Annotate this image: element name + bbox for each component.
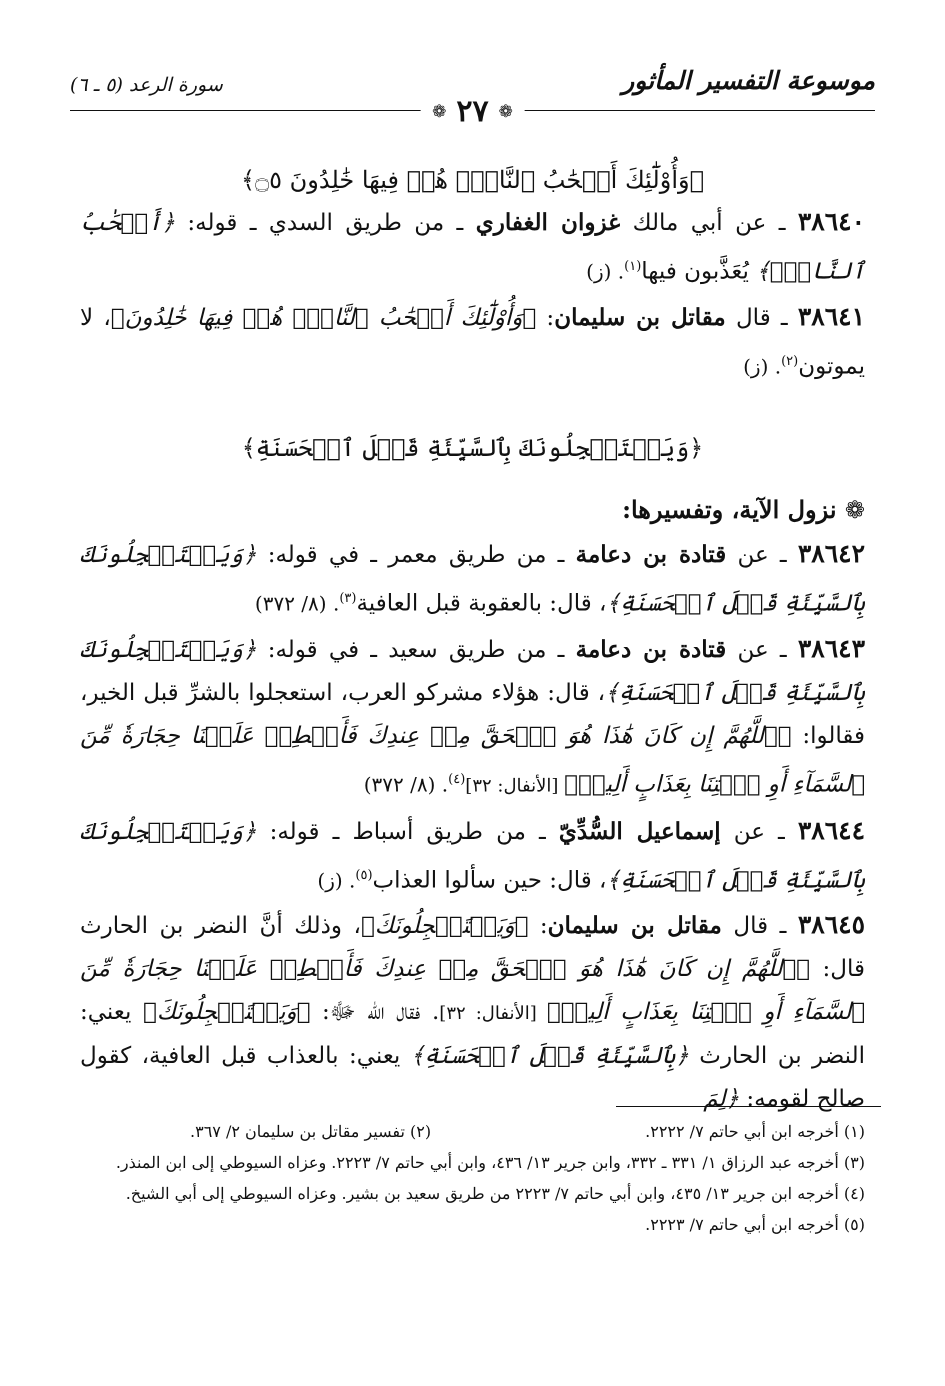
narration-ref: . (ز)	[743, 354, 782, 379]
section-title: نزول الآية، وتفسيرها:	[622, 495, 845, 525]
narration-number: ٣٨٦٤٠	[797, 207, 865, 236]
narration-text: ـ من طريق السدي ـ قوله:	[175, 210, 476, 236]
narrator-name: مقاتل بن سليمان	[554, 303, 726, 331]
narration-text: ، لا يموتون	[80, 304, 865, 380]
narration-text: ، قال: بالعقوبة قبل العافية	[356, 590, 607, 617]
narration-number: ٣٨٦٤١	[797, 301, 866, 331]
narration-text: :	[536, 304, 555, 331]
footnote-marker: (١)	[624, 259, 642, 274]
narration-number: ٣٨٦٤٢	[797, 539, 865, 569]
quran-quote: ﴿وَيَسۡتَعۡجِلُونَكَ﴾	[143, 999, 311, 1026]
narration-38643	[80, 627, 865, 808]
narration-text: ـ قال	[721, 913, 798, 940]
narrator-name: إسماعيل السُّدِّيّ	[558, 817, 721, 845]
narration-ref: . (٨/ ٣٧٢)	[363, 772, 449, 797]
verse-ref: [الأنفال: ٣٢]	[465, 775, 565, 797]
narration-text: ـ عن	[726, 636, 798, 663]
quran-quote: ﴿ٱللَّهُمَّ إِن كَانَ هَٰذَا هُوَ ٱلۡحَقَّ مِنۡ عِندِكَ فَأَمۡطِرۡ عَلَيۡنَا حِجَارَةٗ مِّنَ ٱلسَّمَآءِ أَوِ ٱئۡتِنَا بِعَذَابٍ أَلِيمٖ﴾	[80, 722, 865, 798]
narration-text: ـ من طريق معمر ـ في قوله:	[256, 542, 576, 569]
quran-quote: ﴿أَصۡحَٰبُ ٱلنَّارِۖ﴾	[80, 210, 865, 285]
narration-text: يعني: النضر بن الحارث	[80, 999, 865, 1070]
narration-text: ـ قال	[725, 304, 798, 331]
narration-38645	[80, 903, 865, 1121]
quran-quote: ﴿ٱللَّهُمَّ إِن كَانَ هَٰذَا هُوَ ٱلۡحَقَّ مِنۡ عِندِكَ فَأَمۡطِرۡ عَلَيۡنَا حِجَارَةٗ مِّنَ ٱلسَّمَآءِ أَوِ ٱئۡتِنَا بِعَذَابٍ أَلِيمٖ﴾	[80, 956, 866, 1026]
narration-text: ـ من طريق سعيد ـ في قوله:	[256, 636, 576, 663]
narrator-name: قتادة بن دعامة	[575, 541, 727, 569]
footnote-5: (٥) أخرجه ابن أبي حاتم ٧/ ٢٢٢٣.	[645, 1215, 865, 1234]
section-heading	[80, 488, 865, 532]
narration-number: ٣٨٦٤٥	[797, 910, 866, 940]
footnote-marker: (٥)	[355, 867, 373, 883]
flower-icon: ❁	[844, 496, 865, 525]
footnote-4: (٤) أخرجه ابن جرير ١٣/ ٤٣٥، وابن أبي حاتم ٧/ ٢٢٢٣ من طريق سعيد بن بشير. وعزاه السيوطي إلى أبي الشيخ.	[125, 1184, 865, 1203]
narration-text: ـ عن أبي مالك	[620, 210, 798, 236]
narration-ref: . (ز)	[317, 868, 356, 893]
page-number: ٢٧	[456, 94, 489, 129]
narration-38642	[80, 532, 865, 626]
footnote-1: (١) أخرجه ابن أبي حاتم ٧/ ٢٢٢٢.	[645, 1122, 865, 1141]
footnotes	[80, 1116, 865, 1240]
page-number-box	[420, 94, 525, 129]
quran-quote: ﴿وَأُوْلَٰٓئِكَ أَصۡحَٰبُ ٱلنَّارِۖ هُمۡ فِيهَا خَٰلِدُونَ﴾	[110, 304, 537, 331]
narration-text: . فقال الله ﷻ:	[310, 999, 440, 1026]
footnote-rule	[616, 1106, 881, 1107]
footnote-marker: (٣)	[339, 591, 357, 607]
surah-title: سورة الرعد (٥ ـ ٦)	[70, 74, 223, 96]
narration-number: ٣٨٦٤٣	[797, 633, 865, 663]
footnote-3: (٣) أخرجه عبد الرزاق ١/ ٣٣١ ـ ٣٣٢، وابن جرير ١٣/ ٤٣٦، وابن أبي حاتم ٧/ ٢٢٢٣. وعزاه السيوطي إلى ابن المنذر.	[115, 1153, 865, 1172]
footnote-marker: (٤)	[448, 771, 466, 787]
narrator-name: قتادة بن دعامة	[575, 635, 727, 663]
quran-quote: ﴿وَيَسۡتَعۡجِلُونَكَ بِٱلسَّيِّئَةِ قَبۡلَ ٱلۡحَسَنَةِ﴾	[80, 636, 865, 706]
footnote-row	[80, 1116, 865, 1147]
narration-number: ٣٨٦٤٤	[797, 815, 865, 845]
narration-text: ـ من طريق أسباط ـ قوله:	[256, 818, 559, 845]
narration-text: ـ عن	[720, 818, 798, 845]
quran-quote: ﴿بِٱلسَّيِّئَةِ قَبۡلَ ٱلۡحَسَنَةِ﴾	[410, 1043, 689, 1070]
narration-text: ، قال: حين سألوا العذاب	[372, 867, 607, 894]
verse-heading: ﴿وَأُوْلَٰٓئِكَ أَصۡحَٰبُ ٱلنَّارِۖ هُمۡ فِيهَا خَٰلِدُونَ ۝٥﴾	[241, 166, 704, 194]
verse-heading: ﴿وَيَسۡتَعۡجِلُونَكَ بِٱلسَّيِّئَةِ قَبۡلَ ٱلۡحَسَنَةِ﴾	[241, 434, 704, 463]
page-header	[70, 58, 875, 128]
narration-text: ـ عن	[726, 542, 798, 569]
narration-text: ، وذلك أنَّ النضر بن الحارث قال:	[80, 913, 865, 983]
narration-text: يعني: بالعذاب قبل العافية، كقول صالح لقومه:	[80, 1043, 865, 1113]
narration-ref: . (ز)	[586, 259, 625, 284]
footnote-marker: (٢)	[781, 353, 799, 369]
narration-text: يُعَذَّبون فيها	[641, 258, 757, 285]
quran-quote: ﴿وَيَسۡتَعۡجِلُونَكَ بِٱلسَّيِّئَةِ قَبۡلَ ٱلۡحَسَنَةِ﴾	[80, 542, 865, 617]
narration-text: :	[528, 913, 548, 940]
ornament-icon: ❁	[498, 101, 513, 122]
verse-ref: [الأنفال: ٣٢]	[439, 1003, 547, 1025]
narration-38640	[80, 200, 865, 294]
series-title: موسوعة التفسير المأثور	[622, 66, 875, 95]
ornament-icon: ❁	[432, 101, 447, 122]
narration-38641	[80, 295, 865, 389]
narrator-name: غزوان الغفاري	[475, 209, 621, 236]
narration-ref: . (٨/ ٣٧٢)	[254, 591, 340, 616]
narration-text: ، قال: هؤلاء مشركو العرب، استعجلوا بالشرِّ قبل الخير، فقالوا:	[80, 679, 865, 749]
quran-quote: ﴿وَيَسۡتَعۡجِلُونَكَ بِٱلسَّيِّئَةِ قَبۡلَ ٱلۡحَسَنَةِ﴾	[80, 818, 865, 894]
main-text	[80, 160, 865, 1122]
quran-quote: ﴿لِمَ	[703, 1086, 740, 1113]
footnote-2: (٢) تفسير مقاتل بن سليمان ٢/ ٣٦٧.	[190, 1122, 432, 1141]
quran-quote: ﴿وَيَسۡتَعۡجِلُونَكَ﴾	[360, 913, 529, 940]
narrator-name: مقاتل بن سليمان	[547, 912, 722, 940]
narration-38644	[80, 809, 865, 903]
